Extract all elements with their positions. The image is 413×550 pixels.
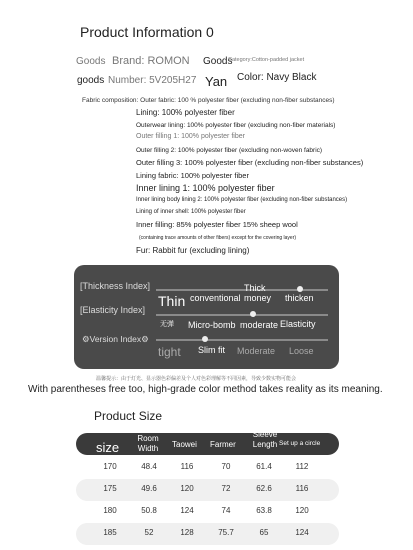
cell-circle: 120 — [295, 506, 309, 515]
color-text: Color: Navy Black — [237, 72, 317, 83]
cell-size: 170 — [103, 462, 117, 471]
fabric-line: Outer filling 1: 100% polyester fiber — [136, 133, 245, 140]
elasticity-slider-dot[interactable] — [250, 311, 256, 317]
cell-farmer: 70 — [221, 462, 231, 471]
fabric-line: Inner filling: 85% polyester fiber 15% sheep wool — [136, 220, 298, 229]
elasticity-option-none[interactable]: 无弹 — [160, 321, 174, 328]
cell-size: 185 — [103, 528, 117, 537]
elasticity-option-moderate[interactable]: moderate — [240, 320, 279, 330]
elasticity-index-label: [Elasticity Index] — [80, 305, 146, 315]
product-info-title: Product Information 0 — [80, 24, 214, 40]
version-slider-dot[interactable] — [202, 336, 208, 342]
cell-sleeve-length: 63.8 — [256, 506, 272, 515]
cell-sleeve-length: 61.4 — [256, 462, 272, 471]
fabric-line: Lining of inner shell: 100% polyester fiber — [136, 209, 246, 215]
elasticity-option-elasticity[interactable]: Elasticity — [280, 319, 316, 329]
fabric-heading: Fabric composition: Outer fabric: 100 % polyester fiber (excluding non-fiber substances) — [82, 97, 335, 104]
fabric-line: Lining: 100% polyester fiber — [136, 108, 235, 117]
fabric-line: Fur: Rabbit fur (excluding lining) — [136, 246, 250, 255]
header-size: size — [96, 440, 120, 455]
version-option-slim-fit[interactable]: Slim fit — [198, 345, 225, 355]
fabric-line: Inner lining body lining 2: 100% polyester fiber (excluding non-fiber substances) — [136, 197, 348, 203]
goods-label: Goods — [76, 56, 106, 67]
cell-size: 180 — [103, 506, 117, 515]
header-room-width: Room Width — [137, 434, 159, 453]
fabric-line: Outer filling 2: 100% polyester fiber (excluding non-woven fabric) — [136, 147, 323, 154]
header-set-up-a-circle: Set up a circle — [279, 440, 321, 447]
goods-label: goods — [77, 75, 105, 86]
index-panel — [74, 265, 339, 369]
version-option-moderate[interactable]: Moderate — [237, 346, 276, 356]
yan-text: Yan — [205, 74, 228, 89]
cell-room-width: 49.6 — [141, 484, 157, 493]
fabric-line: Inner lining 1: 100% polyester fiber — [136, 183, 275, 193]
gear-icon: ⚙ — [141, 334, 149, 344]
header-taowei: Taowei — [172, 440, 197, 449]
table-row — [76, 479, 339, 501]
fabric-line: Lining fabric: 100% polyester fiber — [136, 171, 249, 180]
thickness-option-thick-money[interactable]: Thick money — [244, 283, 272, 303]
version-option-loose[interactable]: Loose — [289, 346, 314, 356]
version-index-text: Version Index — [89, 334, 142, 344]
cell-sleeve-length: 62.6 — [256, 484, 272, 493]
header-sleeve-length: Sleeve Length — [252, 430, 278, 449]
cell-circle: 124 — [295, 528, 309, 537]
version-option-tight[interactable]: tight — [158, 345, 181, 359]
cell-size: 175 — [103, 484, 117, 493]
thickness-option-conventional[interactable]: conventional — [190, 293, 241, 303]
cell-taowei: 120 — [180, 484, 194, 493]
category-text: Category:Cotton-padded jacket — [228, 57, 305, 63]
cell-farmer: 74 — [221, 506, 231, 515]
cell-farmer: 75.7 — [218, 528, 234, 537]
elasticity-slider-track — [156, 314, 328, 316]
cell-room-width: 50.8 — [141, 506, 157, 515]
header-farmer: Farmer — [210, 440, 236, 449]
cell-room-width: 48.4 — [141, 462, 157, 471]
cell-taowei: 116 — [180, 462, 194, 471]
goods-label: Goods — [203, 56, 233, 67]
thickness-index-label: [Thickness Index] — [80, 281, 151, 291]
cell-taowei: 128 — [180, 528, 194, 537]
cell-farmer: 72 — [221, 484, 231, 493]
version-index-label — [82, 334, 149, 345]
cell-taowei: 124 — [180, 506, 194, 515]
tagline: With parentheses free too, high-grade color method takes reality as its meaning. — [28, 384, 383, 395]
size-table-title: Product Size — [94, 409, 163, 423]
color-notice: 温馨提示：由于灯光、显示器色彩偏差及个人对色彩理解等不同因素，导致少数实物可能会 — [96, 376, 297, 382]
fabric-line: (containing trace amounts of other fibers) except for the covering layer) — [139, 235, 297, 241]
size-table-header — [76, 430, 339, 455]
table-row — [76, 523, 339, 545]
number-text: Number: 5V205H27 — [108, 75, 197, 86]
thickness-option-thin[interactable]: Thin — [158, 293, 186, 309]
table-row — [76, 457, 339, 479]
thickness-slider-dot[interactable] — [297, 286, 303, 292]
cell-sleeve-length: 65 — [259, 528, 269, 537]
cell-room-width: 52 — [144, 528, 154, 537]
cell-circle: 112 — [295, 462, 309, 471]
cell-circle: 116 — [295, 484, 309, 493]
elasticity-option-micro-bomb[interactable]: Micro-bomb — [188, 320, 236, 330]
table-row — [76, 501, 339, 523]
fabric-line: Outer filling 3: 100% polyester fiber (excluding non-fiber substances) — [136, 158, 364, 167]
thickness-option-thicken[interactable]: thicken — [285, 293, 314, 303]
brand-text: Brand: ROMON — [112, 55, 190, 67]
version-slider-track — [156, 339, 328, 341]
fabric-line: Outerwear lining: 100% polyester fiber (excluding non-fiber materials) — [136, 122, 336, 129]
gear-icon: ⚙ — [82, 334, 90, 344]
